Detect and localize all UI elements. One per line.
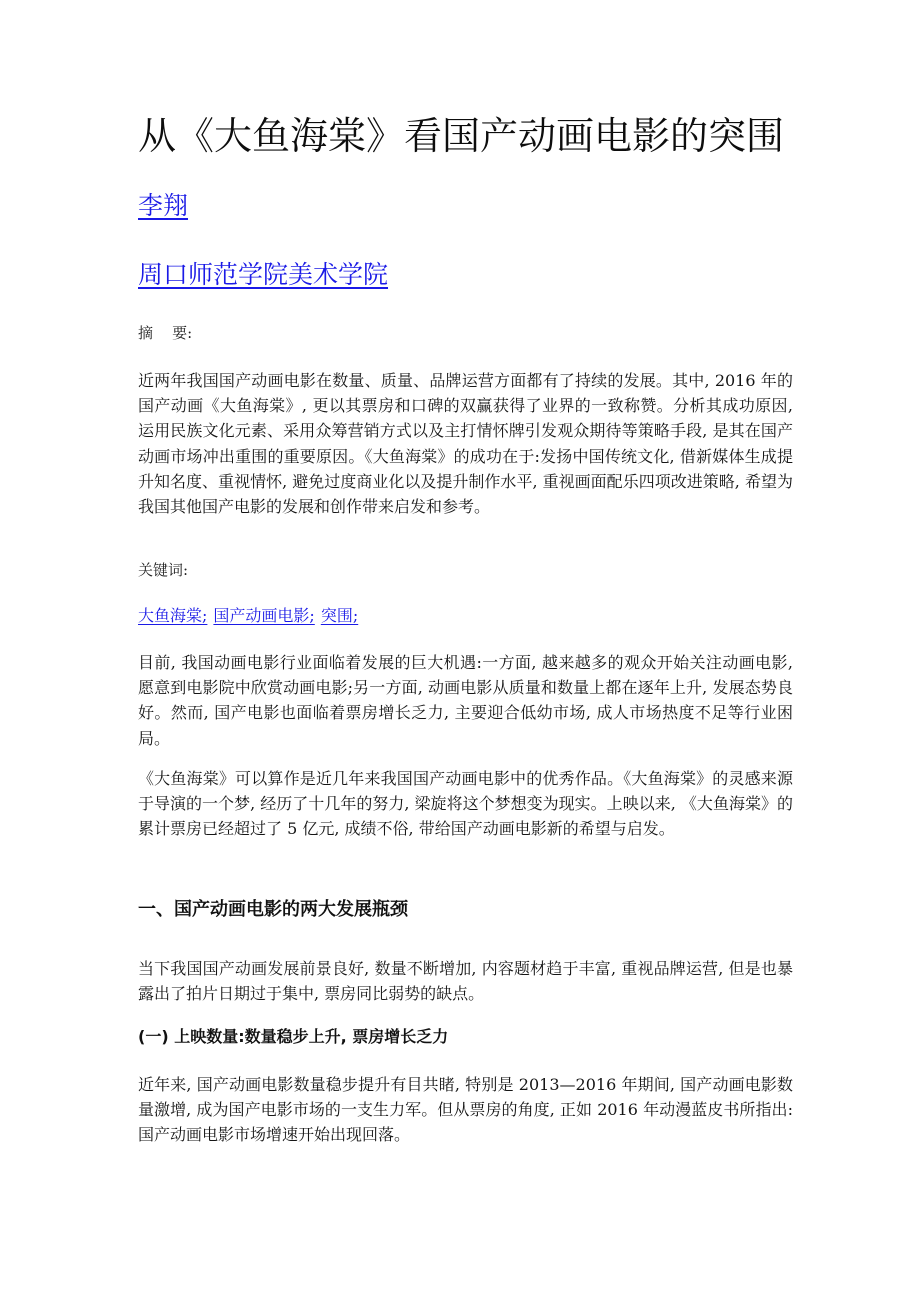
article-title: 从《大鱼海棠》看国产动画电影的突围 <box>138 114 785 158</box>
keywords-list <box>138 604 358 628</box>
section-paragraph: 当下我国国产动画发展前景良好, 数量不断增加, 内容题材趋于丰富, 重视品牌运营, 但是也暴露出了拍片日期过于集中, 票房同比弱势的缺点。 <box>138 959 793 1004</box>
abstract-text: 近两年我国国产动画电影在数量、质量、品牌运营方面都有了持续的发展。其中, 2016 年的国产动画《大鱼海棠》, 更以其票房和口碑的双赢获得了业界的一致称赞。分析其成功原因, 运用民族文化元素、采用众筹营销方式以及主打情怀牌引发观众期待等策略手段, 是其在国产动画市场冲出重围的重要原因。《大鱼海棠》的成功在于:发扬中国传统文化, 借新媒体生成提升知名度、重视情怀, 避免过度商业化以及提升制作水平, 重视画面配乐四项改进策略, 希望为我国其他国产电影的发展和创作带来启发和参考。 <box>138 371 793 517</box>
author-link[interactable]: 李翔 <box>138 191 189 220</box>
subsection-heading: (一) 上映数量:数量稳步上升, 票房增长乏力 <box>138 1027 449 1046</box>
affiliation-link[interactable]: 周口师范学院美术学院 <box>138 260 389 289</box>
keyword-link[interactable]: 突围; <box>320 606 359 625</box>
section-heading: 一、国产动画电影的两大发展瓶颈 <box>138 899 408 920</box>
abstract-label: 摘 要: <box>138 324 193 342</box>
intro-paragraph: 《大鱼海棠》可以算作是近几年来我国国产动画电影中的优秀作品。《大鱼海棠》的灵感来源于导演的一个梦, 经历了十几年的努力, 梁旋将这个梦想变为现实。上映以来, 《大鱼海棠》的累计票房已经超过了 5 亿元, 成绩不俗, 带给国产动画电影新的希望与启发。 <box>138 769 793 839</box>
subsection-paragraph: 近年来, 国产动画电影数量稳步提升有目共睹, 特别是 2013—2016 年期间, 国产动画电影数量激增, 成为国产电影市场的一支生力军。但从票房的角度, 正如 2016 年动漫蓝皮书所指出:国产动画电影市场增速开始出现回落。 <box>138 1075 793 1145</box>
keyword-link[interactable]: 国产动画电影; <box>213 606 315 625</box>
keywords-label: 关键词: <box>138 561 189 579</box>
intro-paragraph: 目前, 我国动画电影行业面临着发展的巨大机遇:一方面, 越来越多的观众开始关注动画电影, 愿意到电影院中欣赏动画电影;另一方面, 动画电影从质量和数量上都在逐年上升, 发展态势良好。然而, 国产电影也面临着票房增长乏力, 主要迎合低幼市场, 成人市场热度不足等行业困局。 <box>138 653 793 748</box>
keyword-link[interactable]: 大鱼海棠; <box>138 606 208 625</box>
